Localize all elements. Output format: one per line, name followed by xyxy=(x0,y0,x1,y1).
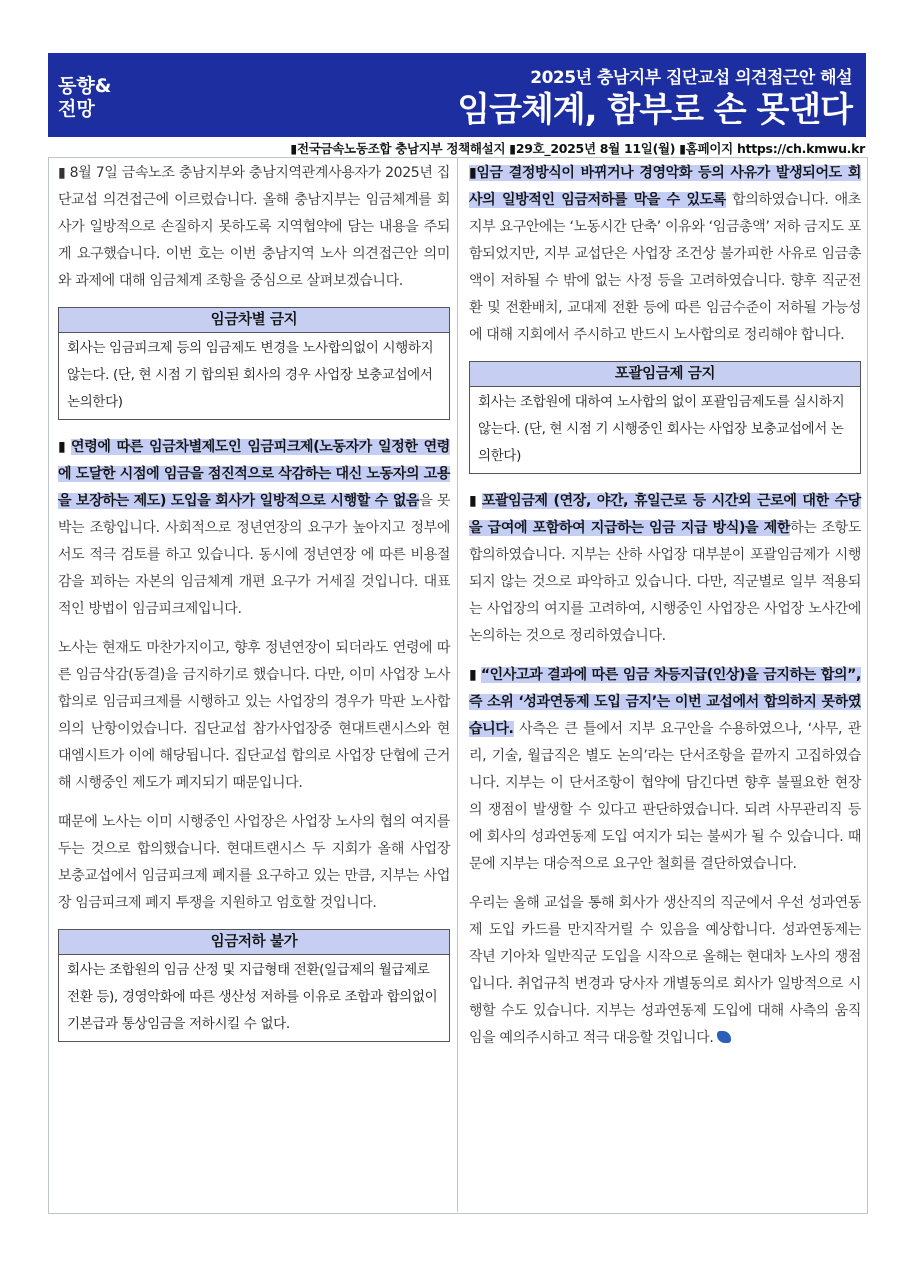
paragraph-text: 합의하였습니다. 애초 지부 요구안에는 ‘노동시간 단축’ 이유와 ‘임금총액’ 저하 금지도 포함되었지만, 지부 교섭단은 사업장 조건상 불가피한 사유로 임금총액이 저하될 수 밖에 없는 사정 등을 고려하였습니다. 향후 직군전환 및 전환배치, 교대제 전환 등에 따른 임금수준이 저하될 가능성에 대해 지회에서 주시하고 반드시 노사합의로 정리해야 합니다. xyxy=(469,192,861,343)
end-mark-icon xyxy=(717,1031,731,1043)
paragraph-marker: ▮ xyxy=(469,667,477,683)
paragraph-text: 하는 조항도 합의하였습니다. 지부는 산하 사업장 대부분이 포괄임금제가 시행되지 않는 것으로 파악하고 있습니다. 다만, 직군별로 일부 적용되는 사업장의 여지를 고려하여, 시행중인 사업장은 사업장 노사간에 논의하는 것으로 정리하였습니다. xyxy=(469,520,861,644)
paragraph-performance-pay xyxy=(469,662,861,878)
closing-paragraph xyxy=(469,890,861,1052)
clause-box-title: 임금저하 불가 xyxy=(59,930,449,955)
clause-box-title: 임금차별 금지 xyxy=(59,308,449,333)
paragraph-inclusive-wage xyxy=(469,488,861,650)
header-banner xyxy=(48,53,866,137)
clause-box-body: 회사는 임금피크제 등의 임금제도 변경을 노사합의없이 시행하지 않는다. (단, 현 시점 기 합의된 회사의 경우 사업장 보충교섭에서 논의한다) xyxy=(67,340,434,410)
clause-box-inclusive-wage xyxy=(469,361,861,474)
clause-box-no-wage-reduction xyxy=(58,929,450,1042)
page-title: 임금체계, 함부로 손 못댄다 xyxy=(457,90,852,130)
highlighted-text: 포괄임금제 (연장, 야간, 휴일근로 등 시간외 근로에 대한 수당을 급여에 포함하여 지급하는 임금 지급 방식)을 제한 xyxy=(469,493,861,536)
highlighted-text: “인사고과 결과에 따른 임금 차등지급(인상)을 금지하는 합의”, 즉 소위 ‘성과연동제 도입 금지’는 이번 교섭에서 합의하지 못하였습니다. xyxy=(469,667,861,737)
paragraph-text: 노사는 현재도 마찬가지이고, 향후 정년연장이 되더라도 연령에 따른 임금삭감(동결)을 금지하기로 했습니다. 다만, 이미 사업장 노사합의로 임금피크제를 시행하고 있는 사업장의 경우가 막판 노사합의의 난항이었습니다. 집단교섭 참가사업장중 현대트랜시스와 현대엠시트가 이에 해당됩니다. 집단교섭 합의로 사업장 단협에 근거해 시행중인 제도가 폐지되기 때문입니다. xyxy=(58,640,450,791)
publication-meta: ▮전국금속노동조합 충남지부 정책해설지 ▮29호_2025년 8월 11일(월) ▮홈페이지 https://ch.kmwu.kr xyxy=(290,141,865,156)
highlighted-text: ▮임금 결정방식이 바뀌거나 경영악화 등의 사유가 발생되어도 회사의 일방적인 임금저하를 막을 수 있도록 xyxy=(469,165,861,208)
paragraph-wage-reduction xyxy=(469,160,861,349)
paragraph-text: 사측은 큰 틀에서 지부 요구안을 수용하였으나, ‘사무, 관리, 기술, 월급직은 별도 논의’라는 단서조항을 끝까지 고집하였습니다. 지부는 이 단서조항이 협약에 담긴다면 향후 불필요한 현장의 쟁점이 발생할 수 있다고 판단하였습니다. 되려 사무관리직 등에 회사의 성과연동제 도입 여지가 되는 불씨가 될 수 있습니다. 때문에 지부는 대승적으로 요구안 철회를 결단하였습니다. xyxy=(469,721,861,872)
clause-box-wage-discrimination xyxy=(58,307,450,420)
left-column xyxy=(58,160,450,1056)
clause-box-body: 회사는 조합원의 임금 산정 및 지급형태 전환(일급제의 월급제로 전환 등), 경영악화에 따른 생산성 저하를 이유로 조합과 합의없이 기본급과 통상임금을 저하시킬 수 없다. xyxy=(67,962,438,1032)
page-subtitle: 2025년 충남지부 집단교섭 의견접근안 해설 xyxy=(530,68,852,88)
paragraph-marker: ▮ xyxy=(469,493,477,509)
section-label: 동향& 전망 xyxy=(58,75,112,120)
intro-paragraph: ▮ 8월 7일 금속노조 충남지부와 충남지역관계사용자가 2025년 집단교섭 의견접근에 이르렀습니다. 올해 충남지부는 임금체계를 회사가 일방적으로 손질하지 못하도록 지역협약에 담는 내용을 주되게 요구했습니다. 이번 호는 이번 충남지역 노사 의견접근안 의미와 과제에 대해 임금체계 조항을 중심으로 살펴보겠습니다. xyxy=(58,165,450,289)
paragraph-text: 우리는 올해 교섭을 통해 회사가 생산직의 직군에서 우선 성과연동제 도입 카드를 만지작거릴 수 있음을 예상합니다. 성과연동제는 작년 기아차 일반직군 도입을 시작으로 올해는 현대차 노사의 쟁점입니다. 취업규칙 변경과 당사자 개별동의로 회사가 일방적으로 시행할 수도 있습니다. 지부는 성과연동제 도입에 대해 사측의 움직임을 예의주시하고 적극 대응할 것입니다. xyxy=(469,895,861,1046)
clause-box-body: 회사는 조합원에 대하여 노사합의 없이 포괄임금제도를 실시하지 않는다. (단, 현 시점 기 시행중인 회사는 사업장 보충교섭에서 논의한다) xyxy=(478,394,845,464)
paragraph-text: 을 못박는 조항입니다. 사회적으로 정년연장의 요구가 높아지고 정부에서도 적극 검토를 하고 있습니다. 동시에 정년연장 에 따른 비용절감을 꾀하는 자본의 임금체계 개편 요구가 거세질 것입니다. 대표적인 방법이 임금피크제입니다. xyxy=(58,493,450,617)
highlighted-text: 연령에 따른 임금차별제도인 임금피크제(노동자가 일정한 연령에 도달한 시점에 임금을 점진적으로 삭감하는 대신 노동자의 고용을 보장하는 제도) 도입을 회사가 일방적으로 시행할 수 없음 xyxy=(58,439,450,509)
right-column xyxy=(469,160,861,1064)
column-divider xyxy=(457,157,458,1212)
paragraph-text: 때문에 노사는 이미 시행중인 사업장은 사업장 노사의 협의 여지를 두는 것으로 합의했습니다. 현대트랜시스 두 지회가 올해 사업장 보충교섭에서 임금피크제 폐지를 요구하고 있는 만큼, 지부는 사업장 임금피크제 폐지 투쟁을 지원하고 엄호할 것입니다. xyxy=(58,814,450,911)
paragraph-marker: ▮ xyxy=(58,439,66,455)
clause-box-title: 포괄임금제 금지 xyxy=(470,362,860,387)
paragraph-wage-peak xyxy=(58,434,450,623)
